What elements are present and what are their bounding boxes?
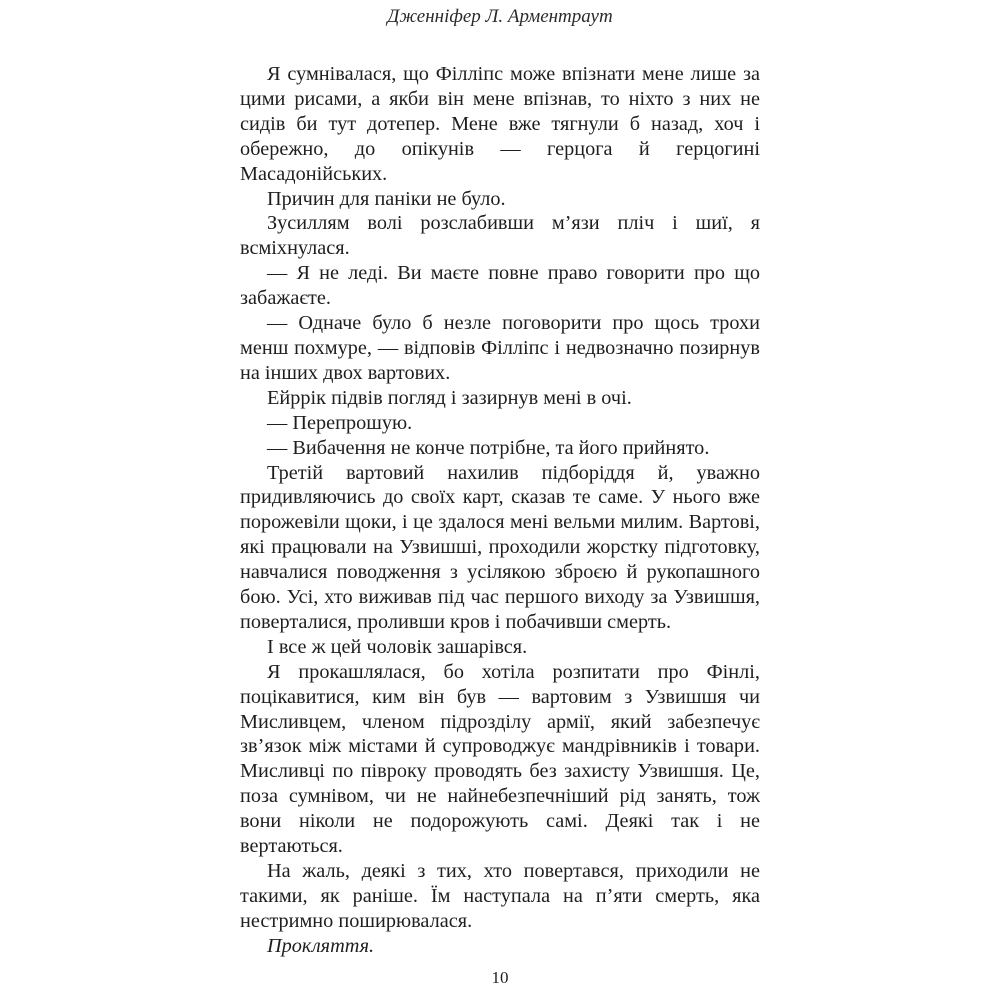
paragraph: Зусиллям волі розслабивши м’язи пліч і шиї, я всміхнулася.: [240, 212, 760, 260]
paragraph: На жаль, деякі з тих, хто повертався, приходили не такими, як раніше. Їм наступала на п’яти смерть, яка нестримно поширювалася.: [240, 860, 760, 932]
paragraph: Третій вартовий нахилив підборіддя й, уважно придивляючись до своїх карт, сказав те саме. У нього вже порожевіли щоки, і це здалося мені вельми милим. Вартові, які працювали на Узвишші, проходили жорстку підготовку, навчалися поводження з усілякою зброєю й рукопашного бою. Усі, хто виживав під час першого виходу за Узвишшя, поверталися, проливши кров і побачивши смерть.: [240, 461, 760, 633]
page-number: 10: [491, 968, 509, 987]
paragraph: І все ж цей чоловік зашарівся.: [267, 635, 528, 658]
paragraph: Ейррік підвів погляд і зазирнув мені в очі.: [267, 386, 632, 409]
body-text: [240, 62, 760, 959]
dialogue-paragraph: — Одначе було б незле поговорити про щось трохи менш похмуре, — відповів Філліпс і недвозначно позирнув на інших двох вартових.: [240, 312, 760, 384]
dialogue-paragraph: — Перепрошую.: [267, 411, 413, 434]
running-head-author: Дженніфер Л. Арментраут: [387, 6, 613, 27]
paragraph: Я прокашлялася, бо хотіла розпитати про Фінлі, поцікавитися, ким він був — вартовим з Узвишшя чи Мисливцем, членом підрозділу армії, який забезпечує зв’язок між містами й супроводжує мандрівників і товари. Мисливці по півроку проводять без захисту Узвишшя. Це, поза сумнівом, чи не найнебезпечніший рід занять, тож вони ніколи не подорожують самі. Деякі так і не вертаються.: [240, 660, 760, 858]
dialogue-paragraph: — Я не леді. Ви маєте повне право говорити про що забажаєте.: [240, 262, 760, 310]
dialogue-paragraph: — Вибачення не конче потрібне, та його прийнято.: [267, 436, 710, 459]
italic-paragraph: Прокляття.: [267, 934, 375, 957]
paragraph: Причин для паніки не було.: [267, 187, 506, 210]
paragraph: Я сумнівалася, що Філліпс може впізнати мене лише за цими рисами, а якби він мене впізнав, то ніхто з них не сидів би тут дотепер. Мене вже тягнули б назад, хоч і обережно, до опікунів — герцога й герцогині Масадонійських.: [240, 63, 760, 185]
